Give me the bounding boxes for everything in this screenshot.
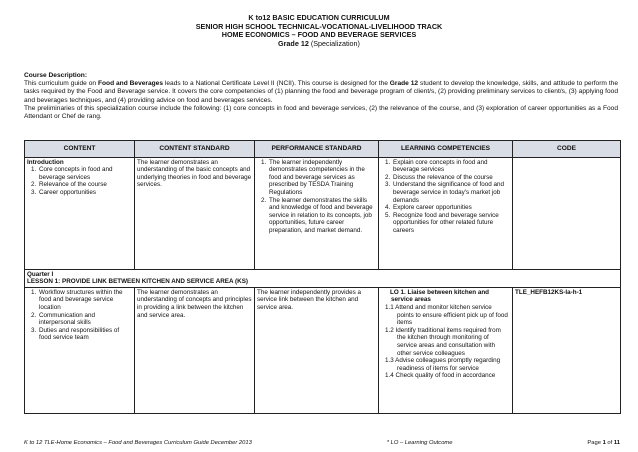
list-item: 1. Explain core concepts in food and beverage services xyxy=(392,159,510,174)
header-performance-standard: PERFORMANCE STANDARD xyxy=(255,141,379,158)
quarter-lesson-cell xyxy=(25,269,621,287)
intro-code-cell xyxy=(513,157,621,269)
list-item: 2. The learner demonstrates the skills and knowledge of food and beverage service in relation to its concepts, job opportunities, future career preparation, and market demand. xyxy=(268,197,376,235)
list-item: 1. The learner independently demonstrates competencies in the food and beverage services as prescribed by TESDA Training Regulations xyxy=(268,159,376,197)
header-content-standard: CONTENT STANDARD xyxy=(135,141,255,158)
lesson1-performance-cell: The learner independently provides a service link between the kitchen and service area. xyxy=(255,287,379,413)
list-item: 1. Workflow structures within the food and beverage service location xyxy=(38,289,132,312)
table-row-introduction xyxy=(25,157,621,269)
intro-content-cell xyxy=(25,157,135,269)
header-grade xyxy=(0,40,638,49)
lesson1-standard-cell: The learner demonstrates an understanding of concepts and principles in providing a link between the kitchen and service area. xyxy=(135,287,255,413)
quarter-label: Quarter I xyxy=(27,270,54,278)
description-heading: Course Description: xyxy=(24,72,88,79)
list-item: 1. Core concepts in food and beverage services xyxy=(38,166,132,181)
list-item: 1.3 Advise colleagues promptly regarding readiness of items for service xyxy=(385,357,501,372)
curriculum-table xyxy=(24,140,621,414)
table-row-quarter xyxy=(25,269,621,287)
list-item: 1.2 Identify traditional items required from the kitchen through monitoring of service areas and consultation with other service colleagues xyxy=(385,326,501,357)
list-item: 1.1 Attend and monitor kitchen service points to ensure efficient pick up of food items xyxy=(385,303,508,327)
course-description xyxy=(24,72,618,121)
header-line-2: SENIOR HIGH SCHOOL TECHNICAL-VOCATIONAL-LIVELIHOOD TRACK xyxy=(195,21,443,31)
document-header xyxy=(0,14,638,48)
list-item: 2. Communication and interpersonal skills xyxy=(38,312,132,327)
page-number: Page 1 of 11 xyxy=(587,440,620,446)
lo-title: LO 1. Liaise between kitchen and service areas xyxy=(390,288,490,304)
footer-document-title: K to 12 TLE-Home Economics – Food and Beverages Curriculum Guide December 2013 xyxy=(24,440,252,446)
header-code: CODE xyxy=(513,141,621,158)
header-line-1: K to12 BASIC EDUCATION CURRICULUM xyxy=(248,13,390,22)
grade-label: Grade 12 xyxy=(278,38,309,48)
list-item: 3. Duties and responsibilities of food service team xyxy=(38,327,132,342)
list-item: 2. Discuss the relevance of the course xyxy=(392,174,510,182)
lesson-title: LESSON 1: PROVIDE LINK BETWEEN KITCHEN AND SERVICE AREA (KS) xyxy=(27,278,248,286)
page-footer xyxy=(24,440,620,446)
lesson1-code-cell: TLE_HEFB12KS-Ia-h-1 xyxy=(513,287,621,413)
table-row-lesson-1 xyxy=(25,287,621,413)
footer-note: * LO – Learning Outcome xyxy=(386,440,453,446)
header-line-3: HOME ECONOMICS – FOOD AND BEVERAGE SERVICES xyxy=(221,30,417,40)
list-item: 3. Understand the significance of food and beverage service in today's market job demands xyxy=(392,181,510,204)
intro-title: Introduction xyxy=(27,158,64,166)
list-item: 4. Explore career opportunities xyxy=(392,204,510,212)
list-item: 5. Recognize food and beverage service opportunities for other related future careers xyxy=(392,212,510,235)
grade-note: (Specialization) xyxy=(310,38,360,48)
intro-performance-cell xyxy=(255,157,379,269)
list-item: 2. Relevance of the course xyxy=(38,181,132,189)
lesson1-content-cell xyxy=(25,287,135,413)
table-header-row xyxy=(25,141,621,158)
list-item: 1.4 Check quality of food in accordance xyxy=(385,372,496,380)
intro-competencies-cell xyxy=(379,157,513,269)
header-learning-competencies: LEARNING COMPETENCIES xyxy=(379,141,513,158)
description-paragraph-2: The preliminaries of this specialization course include the following: (1) core concepts in food and beverage services, (2) the relevance of the course, and (3) exploration of career opportunities as a Food Attendant or Chef de rang. xyxy=(24,104,618,121)
description-paragraph-1: This curriculum guide on Food and Beverages leads to a National Certificate Level II (NCII). This course is designed for the Grade 12 student to develop the knowledge, skills, and attitude to perform the tasks required by the Food and Beverage service. It covers the core competencies of (1) planning the food and beverage program of client/s, (2) providing preliminary services to client/s, (3) applying food and beverages techniques, and (4) providing advice on food and beverages services. xyxy=(24,80,618,104)
list-item: 3. Career opportunities xyxy=(38,189,132,197)
lesson1-competencies-cell xyxy=(379,287,513,413)
header-content: CONTENT xyxy=(25,141,135,158)
intro-standard-cell: The learner demonstrates an understanding of the basic concepts and underlying theories in food and beverage services. xyxy=(135,157,255,269)
